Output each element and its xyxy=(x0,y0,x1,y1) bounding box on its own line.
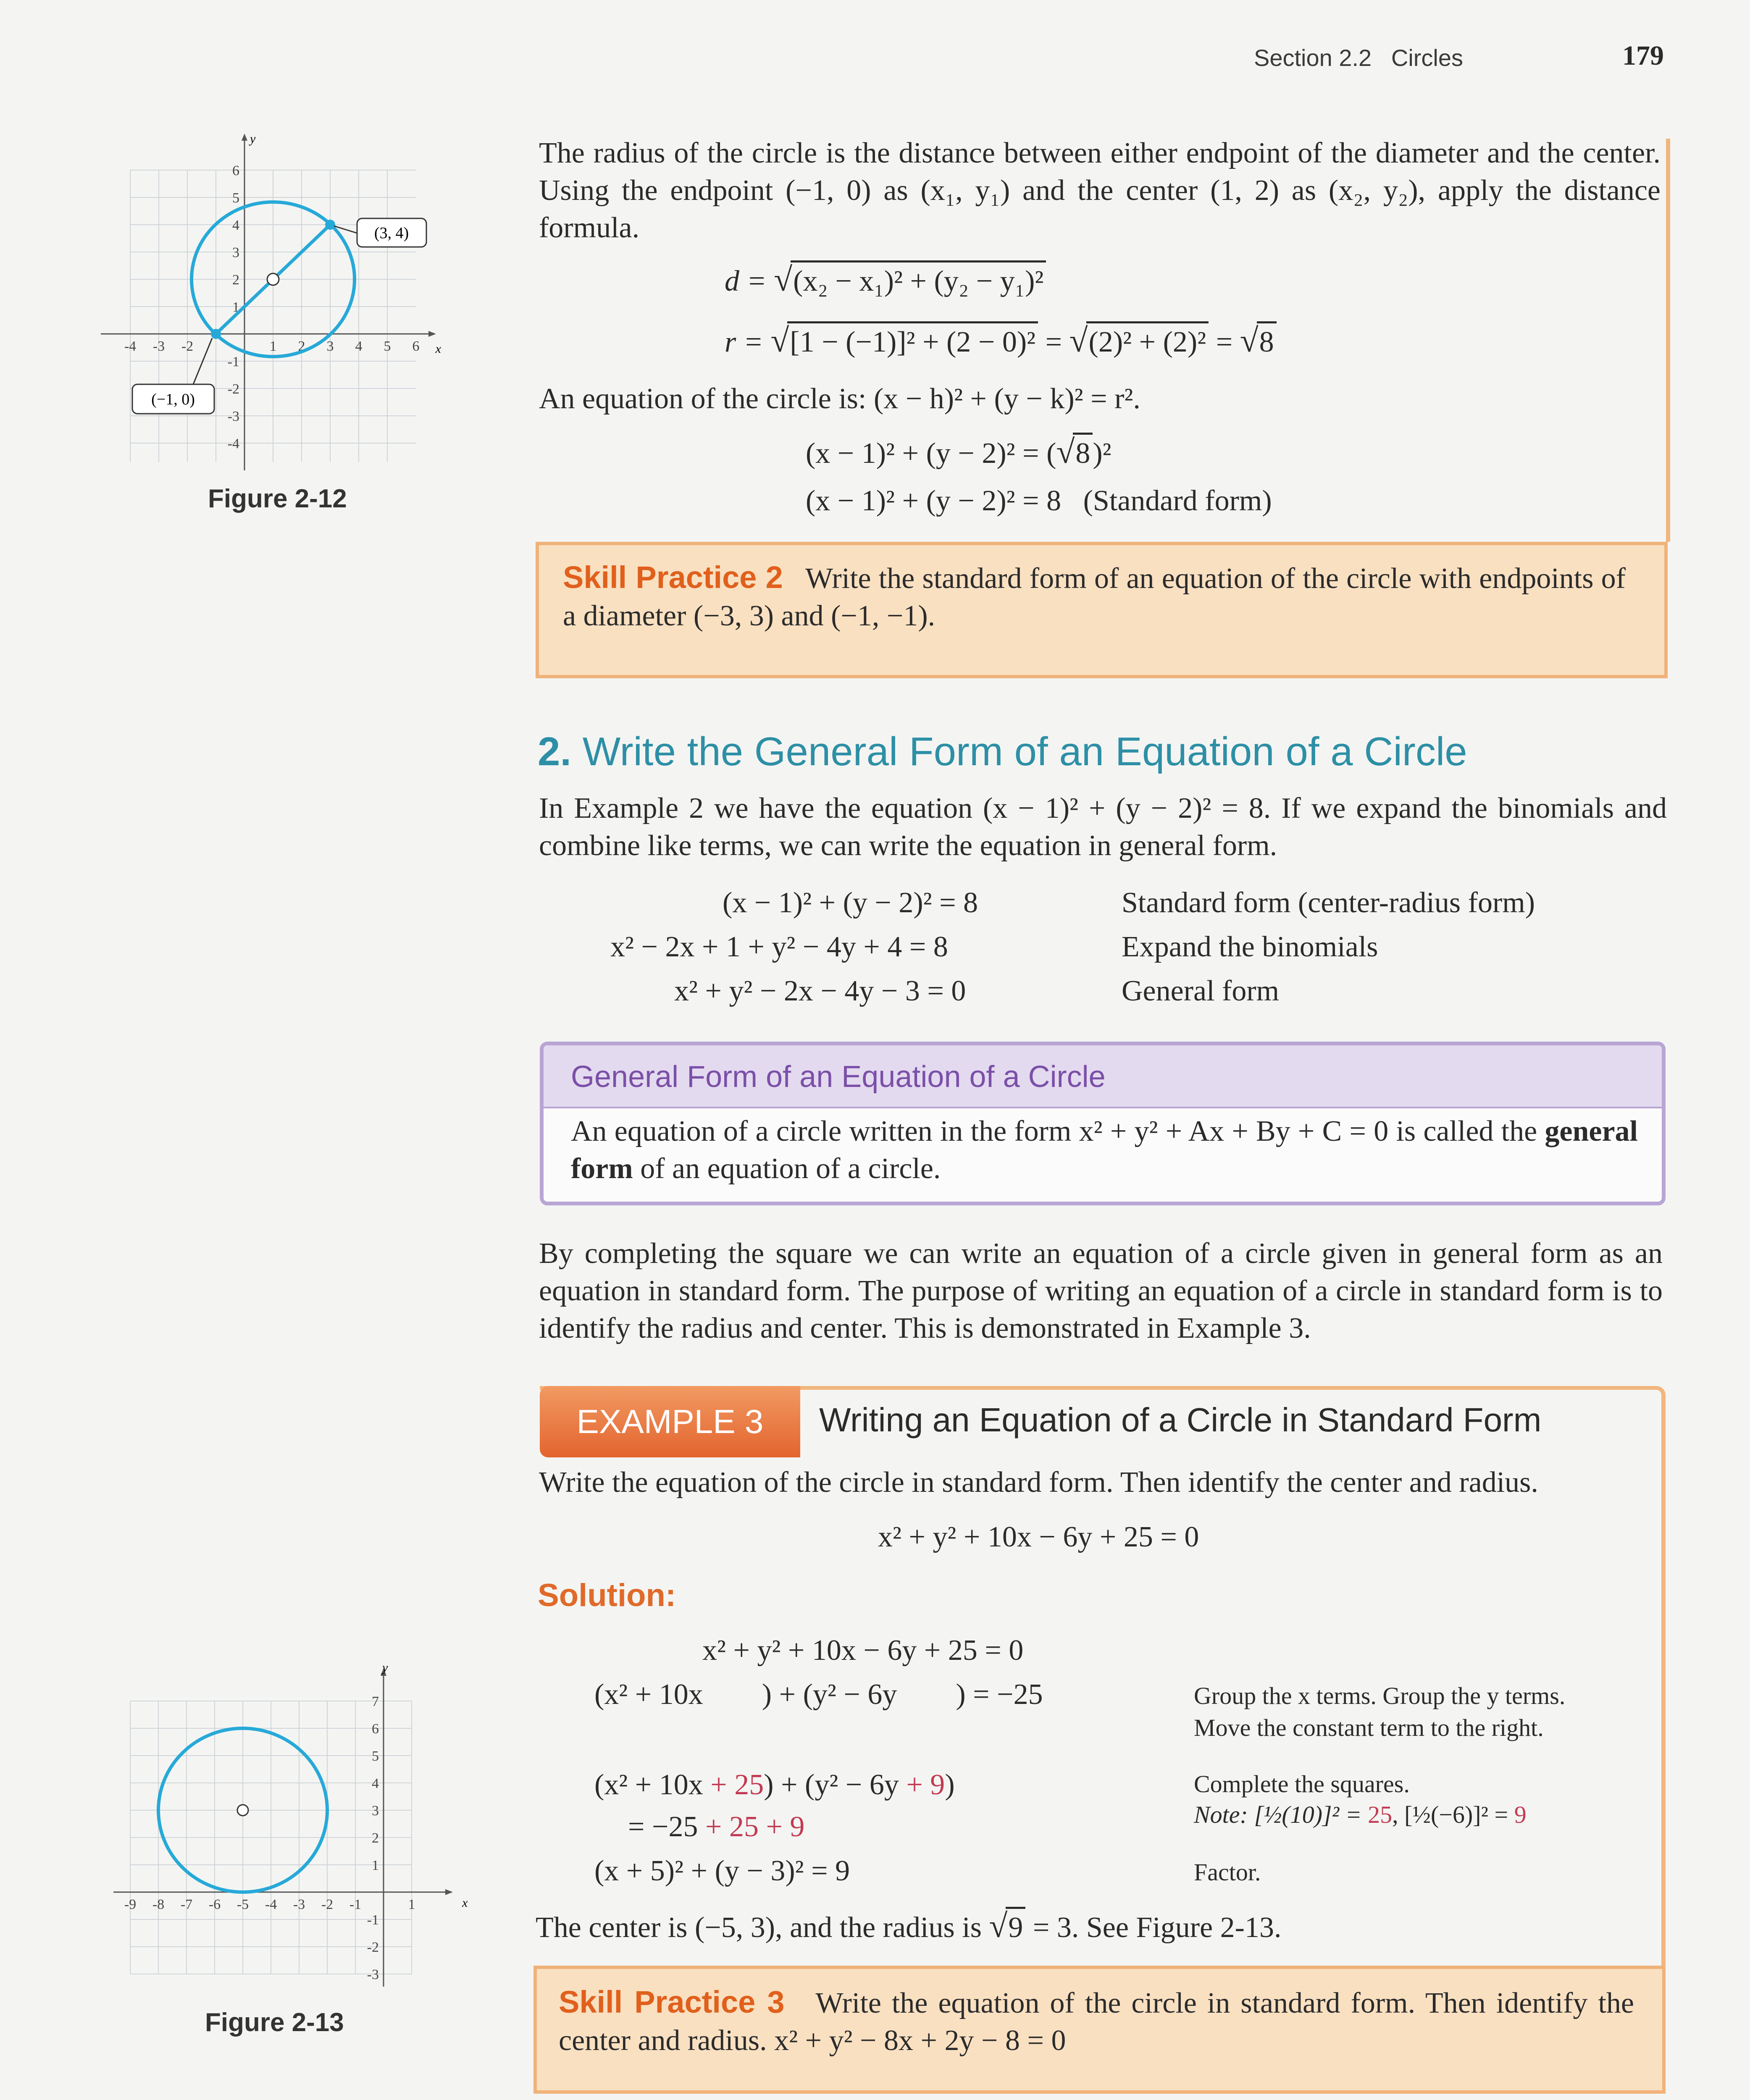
general-form-text: An equation of a circle written in the form x² + y² + Ax + By + C = 0 is called the general form of an equation of a circle. xyxy=(571,1115,1638,1185)
svg-text:-2: -2 xyxy=(367,1940,379,1955)
solution-label: Solution: xyxy=(538,1578,676,1613)
section-2-heading: 2. Write the General Form of an Equation of a Circle xyxy=(538,729,1467,774)
svg-text:7: 7 xyxy=(372,1694,379,1709)
svg-text:5: 5 xyxy=(384,339,391,354)
page-number: 179 xyxy=(1622,40,1664,71)
svg-text:1: 1 xyxy=(372,1858,379,1873)
svg-text:-4: -4 xyxy=(265,1897,277,1912)
figure-2-13 xyxy=(101,1651,470,1999)
example-3-badge: EXAMPLE 3 xyxy=(540,1386,800,1457)
ex3-line3: (x² + 10x + 25) + (y² − 6y + 9) xyxy=(594,1769,955,1801)
svg-text:-3: -3 xyxy=(293,1897,305,1912)
y-axis-label-2: y xyxy=(382,1661,388,1675)
skill-practice-2-text: Write the standard form of an equation of the circle with endpoints of a diameter (−3, 3) and (−1, −1). xyxy=(563,562,1626,632)
example-3-title: Writing an Equation of a Circle in Standard Form xyxy=(819,1401,1542,1438)
svg-text:-3: -3 xyxy=(227,409,239,424)
skill-practice-3 xyxy=(559,1983,1634,2059)
svg-text:4: 4 xyxy=(355,339,363,354)
svg-text:-7: -7 xyxy=(180,1897,193,1912)
svg-text:1: 1 xyxy=(232,299,239,315)
y-tick-labels xyxy=(228,163,239,452)
endpoint-top xyxy=(325,220,335,230)
svg-text:-4: -4 xyxy=(227,436,239,452)
radius-computation: r = √[1 − (−1)]² + (2 − 0)² = √(2)² + (2)² = √8 xyxy=(725,321,1277,361)
svg-text:6: 6 xyxy=(412,339,420,354)
svg-text:3: 3 xyxy=(326,339,334,354)
svg-text:3: 3 xyxy=(372,1803,379,1819)
equation-standard-form: (x − 1)² + (y − 2)² = 8 (Standard form) xyxy=(806,485,1272,517)
svg-text:-2: -2 xyxy=(181,339,194,354)
svg-text:-6: -6 xyxy=(208,1897,221,1912)
svg-text:-2: -2 xyxy=(227,381,239,397)
x-axis-label-2: x xyxy=(462,1896,468,1910)
svg-text:-1: -1 xyxy=(227,354,239,370)
svg-text:-9: -9 xyxy=(124,1897,137,1912)
ex3-line4: = −25 + 25 + 9 xyxy=(628,1811,805,1843)
center-point-2 xyxy=(237,1805,248,1816)
step-3-note: General form xyxy=(1122,975,1280,1007)
x-tick-labels-2 xyxy=(124,1897,415,1912)
svg-text:-4: -4 xyxy=(124,339,137,354)
svg-text:4: 4 xyxy=(372,1776,379,1791)
example2-para1: The radius of the circle is the distance between either endpoint of the diameter and the center. Using the endpoint (−1, 0) as (x₁, y₁) and the center (1, 2) as (x₂, y₂), apply the distance formula. xyxy=(539,137,1661,244)
svg-text:3: 3 xyxy=(232,245,239,260)
section-2-para: In Example 2 we have the equation (x − 1)² + (y − 2)² = 8. If we expand the binomials and combine like terms, we can write the equation in general form. xyxy=(539,792,1667,862)
grid-lines-2 xyxy=(130,1701,412,1974)
svg-text:6: 6 xyxy=(372,1721,379,1737)
ex3-line5: (x + 5)² + (y − 3)² = 9 xyxy=(594,1855,850,1887)
figure-2-13-caption: Figure 2-13 xyxy=(205,2008,344,2037)
svg-text:4: 4 xyxy=(232,218,239,233)
distance-formula: d = √(x₂ − x₁)² + (y₂ − y₁)² xyxy=(725,260,1046,300)
grid-lines xyxy=(130,170,416,462)
svg-text:-8: -8 xyxy=(152,1897,165,1912)
equation-with-radical: (x − 1)² + (y − 2)² = (√8)² xyxy=(806,433,1111,472)
endpoint-bottom xyxy=(211,329,221,339)
example2-para2: An equation of the circle is: (x − h)² + (y − k)² = r². xyxy=(539,383,1140,415)
svg-text:-3: -3 xyxy=(152,339,165,354)
y-tick-labels-2 xyxy=(367,1694,379,1982)
ex3-note2a: Group the x terms. Group the y terms. xyxy=(1194,1682,1566,1709)
general-form-box xyxy=(540,1042,1666,1205)
svg-text:2: 2 xyxy=(232,272,239,288)
figure-2-12-caption: Figure 2-12 xyxy=(208,484,347,513)
step-3-eq: x² + y² − 2x − 4y − 3 = 0 xyxy=(674,975,966,1007)
step-2-note: Expand the binomials xyxy=(1122,931,1378,963)
svg-text:-3: -3 xyxy=(367,1967,379,1982)
x-axis-label: x xyxy=(435,342,441,356)
skill-practice-2-label: Skill Practice 2 xyxy=(563,560,783,595)
header-section: Section 2.2 xyxy=(1254,45,1372,71)
ex3-note3: Complete the squares. xyxy=(1194,1770,1410,1798)
ex3-conclusion: The center is (−5, 3), and the radius is √9 = 3. See Figure 2-13. xyxy=(536,1907,1281,1946)
ex3-note3b: Note: [½(10)]² = 25, [½(−6)]² = 9 xyxy=(1194,1801,1527,1828)
center-point xyxy=(267,273,279,285)
step-1-eq: (x − 1)² + (y − 2)² = 8 xyxy=(723,887,978,919)
svg-text:2: 2 xyxy=(298,339,305,354)
skill-practice-3-text: Write the equation of the circle in standard form. Then identify the center and radius. x² + y² − 8x + 2y − 8 = 0 xyxy=(559,1987,1634,2057)
svg-text:5: 5 xyxy=(372,1748,379,1764)
completing-square-para: By completing the square we can write an equation of a circle given in general form as an equation in standard form. The purpose of writing an equation of a circle in standard form is to identify the radius and center. This is demonstrated in Example 3. xyxy=(539,1237,1663,1344)
step-1-note: Standard form (center-radius form) xyxy=(1122,887,1535,919)
example-3-prompt: Write the equation of the circle in standard form. Then identify the center and radius. xyxy=(539,1466,1538,1499)
ex3-note5: Factor. xyxy=(1194,1858,1261,1886)
svg-text:6: 6 xyxy=(232,163,239,178)
figure-2-12 xyxy=(97,130,441,479)
svg-text:-2: -2 xyxy=(321,1897,334,1912)
svg-text:-5: -5 xyxy=(236,1897,249,1912)
example-3-given: x² + y² + 10x − 6y + 25 = 0 xyxy=(878,1521,1199,1553)
running-header xyxy=(1254,44,1463,71)
step-2-eq: x² − 2x + 1 + y² − 4y + 4 = 8 xyxy=(610,931,948,963)
ex3-line1: x² + y² + 10x − 6y + 25 = 0 xyxy=(702,1634,1024,1667)
ex3-line2: (x² + 10x ) + (y² − 6y ) = −25 xyxy=(594,1678,1043,1711)
general-form-title: General Form of an Equation of a Circle xyxy=(544,1045,1662,1108)
point-label-bottom: (−1, 0) xyxy=(151,391,195,408)
svg-text:1: 1 xyxy=(408,1897,415,1912)
y-axis-label: y xyxy=(250,132,256,146)
svg-text:1: 1 xyxy=(269,339,277,354)
skill-practice-3-label: Skill Practice 3 xyxy=(559,1984,785,2019)
svg-text:-1: -1 xyxy=(367,1912,379,1928)
svg-text:-1: -1 xyxy=(349,1897,362,1912)
skill-practice-2 xyxy=(563,559,1626,635)
svg-text:5: 5 xyxy=(232,190,239,206)
point-label-top: (3, 4) xyxy=(374,224,409,242)
ex3-note2b: Move the constant term to the right. xyxy=(1194,1714,1544,1741)
x-tick-labels xyxy=(124,339,420,354)
svg-text:2: 2 xyxy=(372,1830,379,1846)
header-chapter: Circles xyxy=(1391,45,1464,71)
